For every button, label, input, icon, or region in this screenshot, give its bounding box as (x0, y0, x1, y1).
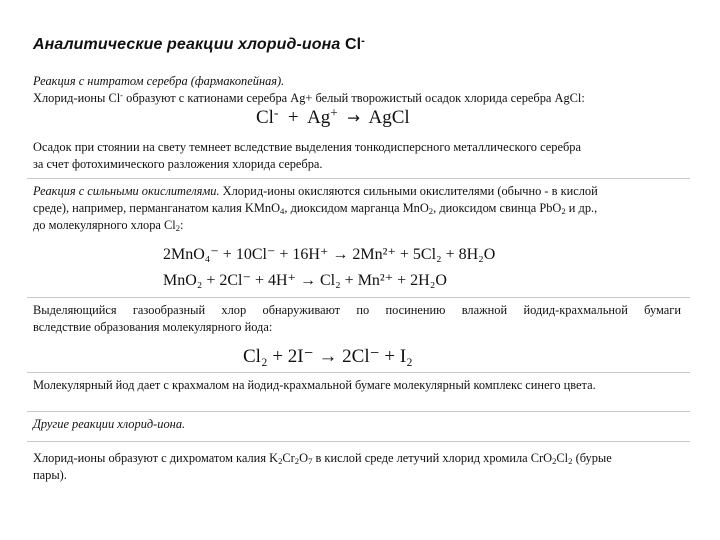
other-reactions-heading: Другие реакции хлорид-иона. (33, 417, 186, 431)
silver-chloride-equation: Cl- + Ag+ → AgCl (256, 105, 410, 128)
chlorine-detection-line1: Выделяющийся газообразный хлор обнаруживают по посинению влажной йодид-крахмальной бумаги (33, 303, 681, 317)
oxidizers-line2: среде), например, перманганатом калия KMnO$_4$, диоксидом марганца MnO$_2$, диоксидом свинца PbO$_2$ и др., (33, 201, 598, 217)
page-title: Аналитические реакции хлорид-иона Cl- (33, 35, 365, 53)
section-divider (27, 372, 690, 373)
dichromate-line2: пары). (33, 468, 67, 482)
section-divider (27, 411, 690, 412)
section-divider (27, 178, 690, 179)
section-divider (27, 297, 690, 298)
silver-nitrate-text: Хлорид-ионы Cl- образуют с катионами серебра Ag+ белый творожистый осадок хлорида серебра AgCl: (33, 90, 585, 105)
manganese-dioxide-equation: MnO₂ + 2Cl⁻ + 4H⁺ → Cl₂ + Mn²⁺ + 2H₂O (163, 272, 447, 289)
oxidizers-line1: Реакция с сильными окислителями. Хлорид-ионы окисляются сильными окислителями (обычно - в кислой (33, 184, 598, 198)
chlorine-detection-line2: вследствие образования молекулярного йода: (33, 320, 273, 334)
silver-nitrate-heading: Реакция с нитратом серебра (фармакопейная). (33, 74, 285, 88)
darkening-note-line1: Осадок при стоянии на свету темнеет вследствие выделения тонкодисперсного металлического серебра (33, 140, 581, 154)
permanganate-equation: 2MnO₄⁻ + 10Cl⁻ + 16H⁺ → 2Mn²⁺ + 5Cl₂ + 8H₂O (163, 246, 496, 263)
dichromate-line1: Хлорид-ионы образуют с дихроматом калия $K_2Cr_2O_7$ в кислой среде летучий хлорид хромила $CrO_2Cl_2$ (бурые (33, 451, 612, 467)
iodine-equation: Cl₂ + 2I⁻ → 2Cl⁻ + I₂ (243, 346, 413, 367)
oxidizers-line3: до молекулярного хлора $Cl_2$: (33, 218, 184, 234)
section-divider (27, 441, 690, 442)
darkening-note-line2: за счет фотохимического разложения хлорида серебра. (33, 157, 323, 171)
iodine-complex-note: Молекулярный йод дает с крахмалом на йодид-крахмальной бумаге молекулярный комплекс синего цвета. (33, 378, 596, 392)
